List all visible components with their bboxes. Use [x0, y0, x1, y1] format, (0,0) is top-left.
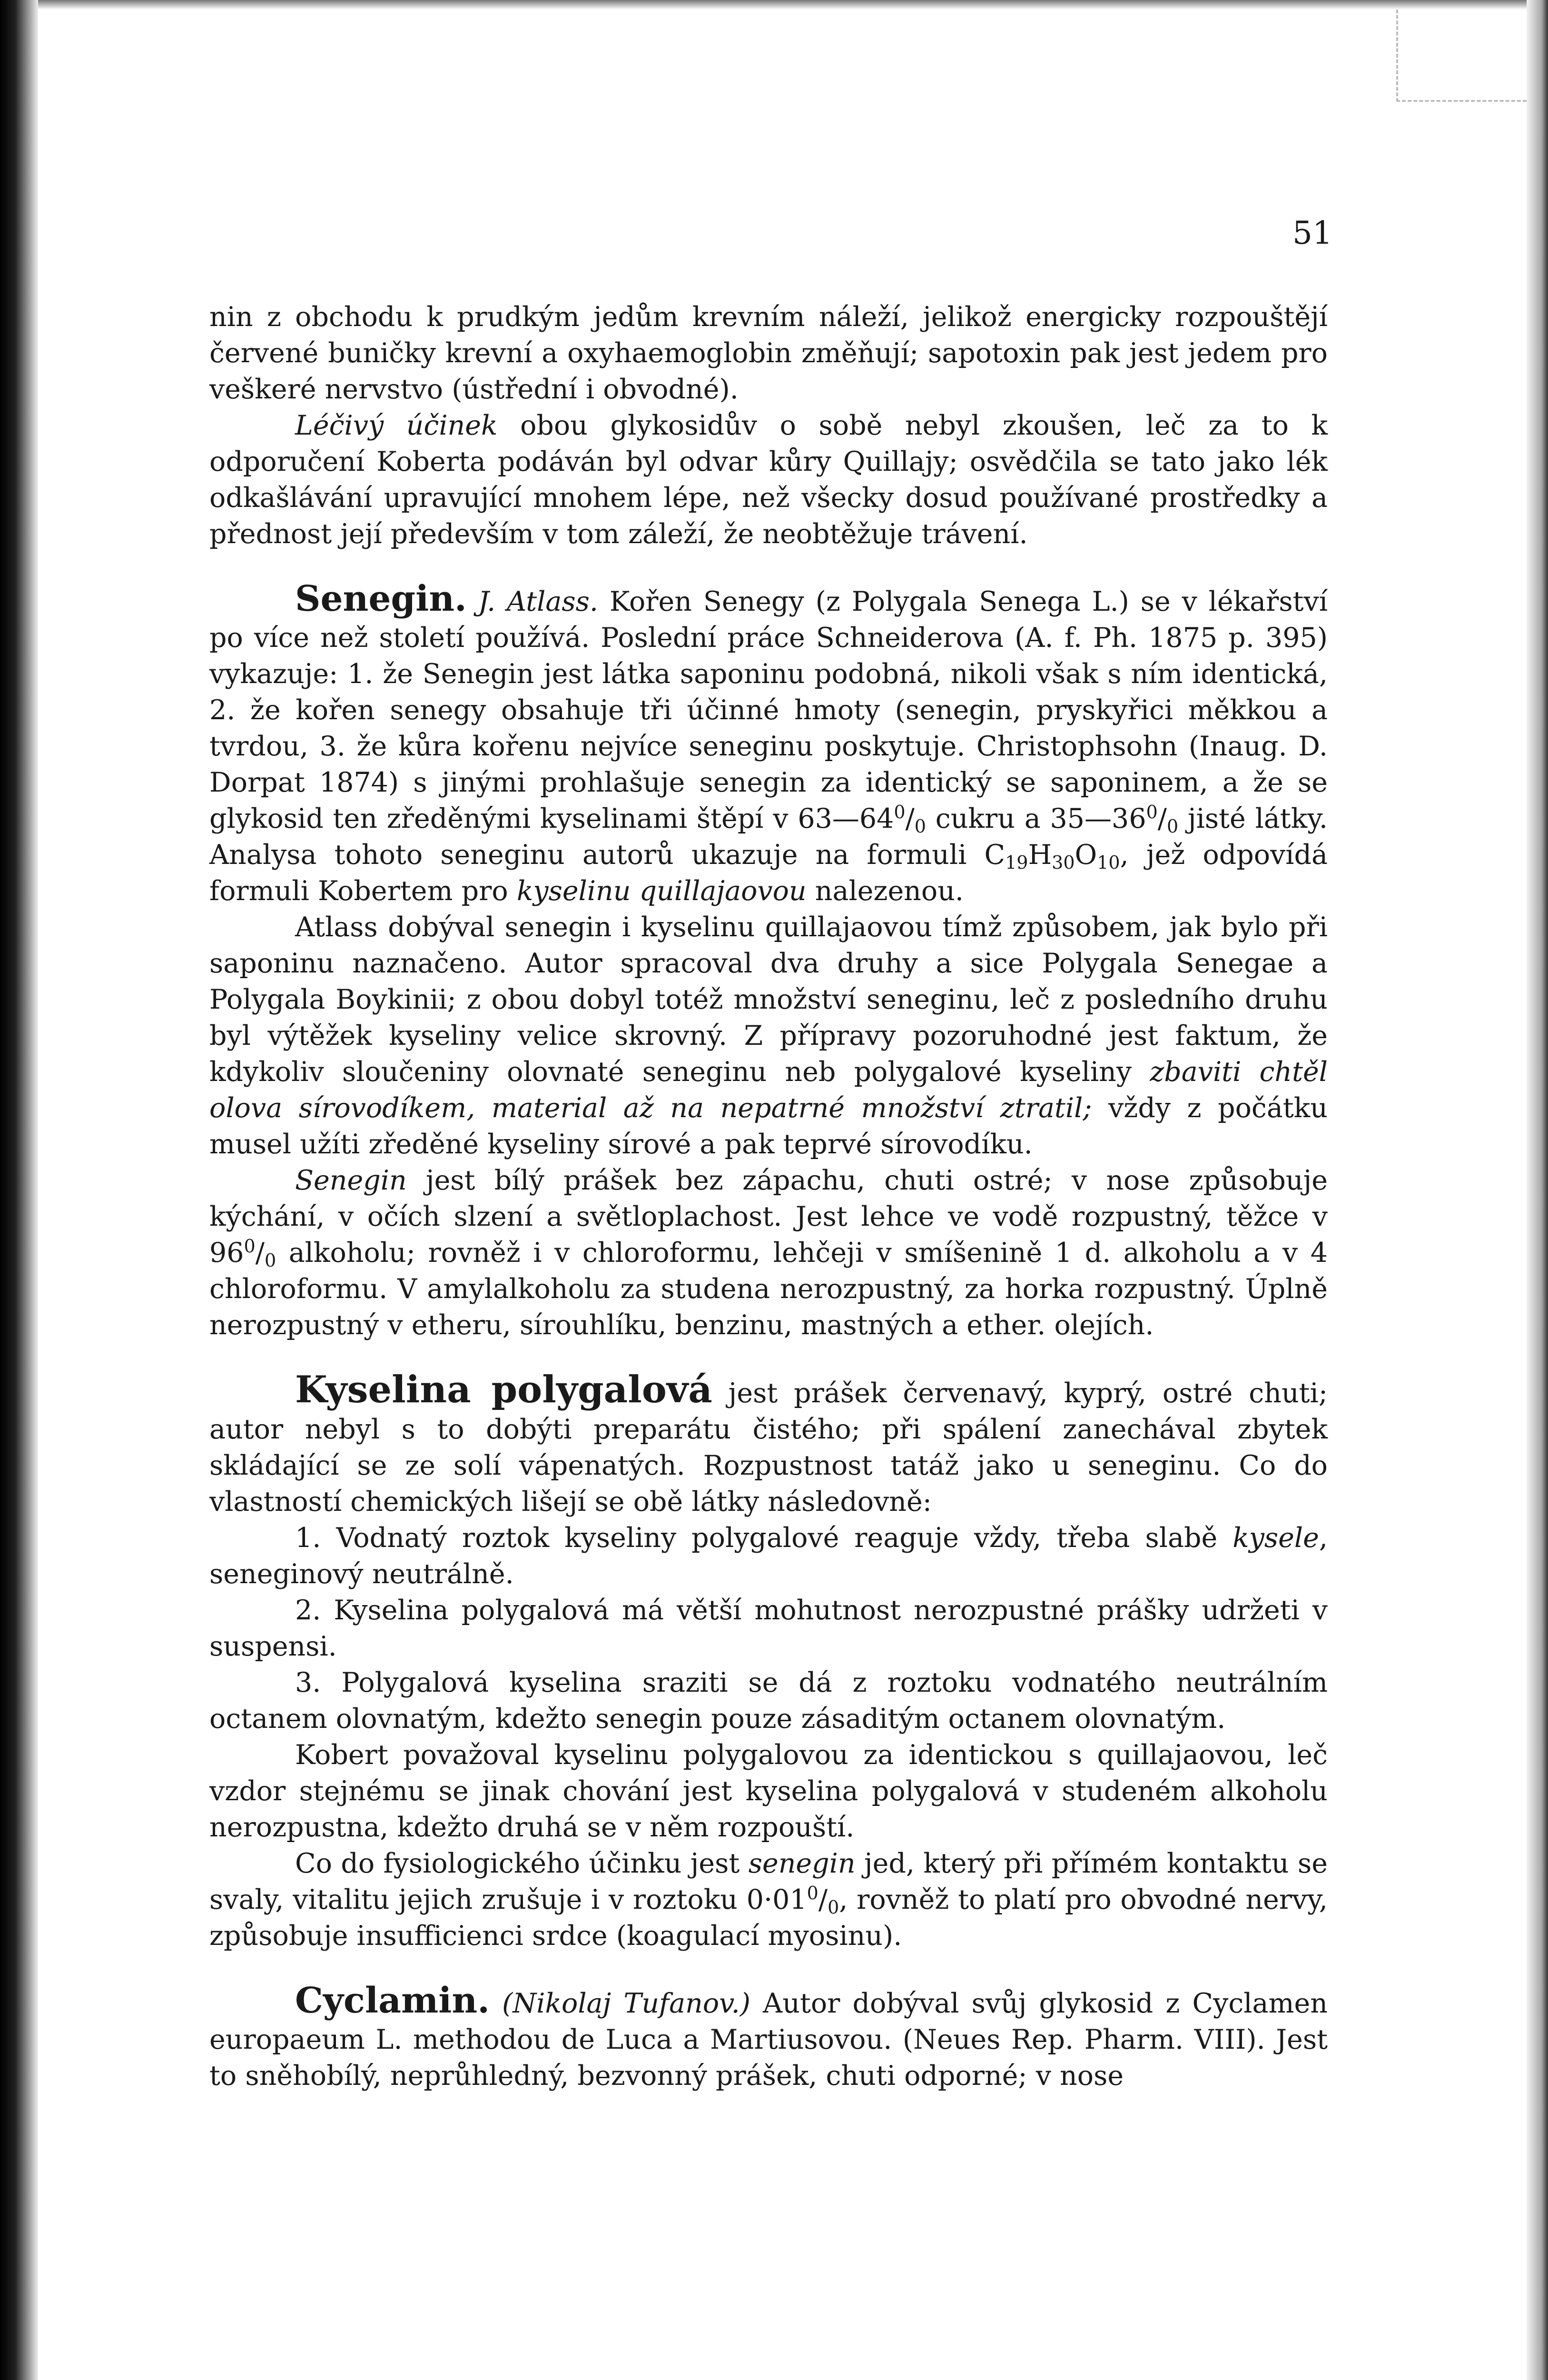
cyclamin-heading: Cyclamin.	[295, 1980, 490, 2021]
scan-edge-left	[0, 0, 38, 2380]
page-body	[209, 299, 1328, 2094]
paragraph-kobert: Kobert považoval kyselinu polygalovou za identickou s quillajaovou, leč vzdor stejnému se jinak chování jest kyselina polygalová v studeném alkoholu nerozpustna, kdežto druhá se v něm rozpouští.	[209, 1739, 1328, 1843]
paragraph-fysiologie: Co do fysiologického účinku jest senegin jed, který při přímém kontaktu se svaly, vitalitu jejich zrušuje i v roztoku $0\cdot 01^0/_0$, rovněž to platí pro obvodné nervy, způsobuje insufficienci srdce (koagulací myosinu).	[209, 1848, 1328, 1952]
paragraph-senegin-properties: Senegin jest bílý prášek bez zápachu, chuti ostré; v nose způsobuje kýchání, v očích slzení a světloplachost. Jest lehce ve vodě rozpustný, těžce v $96^0/_0$ alkoholu; rovněž i v chloroformu, lehčeji v smíšenině 1 d. alkoholu a v 4 chloroformu. V amylalkoholu za studena nerozpustný, za horka rozpustný. Úplně nerozpustný v etheru, sírouhlíku, benzinu, mastných a ether. olejích.	[209, 1165, 1328, 1341]
senegin-heading: Senegin.	[295, 578, 467, 619]
scan-edge-right	[1527, 0, 1548, 2380]
corner-mark	[1396, 10, 1527, 102]
section-cyclamin: Cyclamin. (Nikolaj Tufanov.) Autor dobýval svůj glykosid z Cyclamen europaeum L. methodou de Luca a Martiusovou. (Neues Rep. Pharm. VIII). Jest to sněhobílý, neprůhledný, bezvonný prášek, chuti odporné; v nose	[209, 1980, 1328, 2092]
section-kyselina-polygalova: Kyselina polygalová jest prášek červenavý, kyprý, ostré chuti; autor nebyl s to dobýti preparátu čistého; při spálení zanechával zbytek skládající se ze solí vápenatých. Rozpustnost tatáž jako u seneginu. Co do vlastností chemických lišejí se obě látky následovně:	[209, 1368, 1328, 1517]
senegin-author: J. Atlass.	[478, 586, 599, 617]
scan-edge-top	[38, 0, 1548, 10]
kyselina-heading: Kyselina polygalová	[295, 1368, 712, 1411]
page-number: 51	[1292, 215, 1332, 251]
list-item-3: 3. Polygalová kyselina sraziti se dá z roztoku vodnatého neutrálním octanem olovnatým, kdežto senegin pouze zásaditým octanem olovnatým.	[209, 1667, 1328, 1735]
paragraph-leciv-ucinek: Léčivý účinek obou glykosidův o sobě nebyl zkoušen, leč za to k odporučení Koberta podáván byl odvar kůry Quillajy; osvědčila se tato jako lék odkašlávání upravující mnohem lépe, než všecky dosud používané prostředky a přednost její především v tom záleží, že neobtěžuje trávení.	[209, 410, 1328, 550]
list-item-1: 1. Vodnatý roztok kyseliny polygalové reaguje vždy, třeba slabě kysele, seneginový neutrálně.	[209, 1522, 1328, 1590]
list-item-2: 2. Kyselina polygalová má větší mohutnost nerozpustné prášky udržeti v suspensi.	[209, 1595, 1328, 1662]
paragraph-intro: nin z obchodu k prudkým jedům krevním náleží, jelikož energicky rozpouštějí červené buničky krevní a oxyhaemoglobin změňují; sapotoxin pak jest jedem pro veškeré nervstvo (ústřední i obvodné).	[209, 301, 1328, 405]
section-senegin: Senegin. J. Atlass. Kořen Senegy (z Polygala Senega L.) se v lékařství po více než století používá. Poslední práce Schneiderova (A. f. Ph. 1875 p. 395) vykazuje: 1. že Senegin jest látka saponinu podobná, nikoli však s ním identická, 2. že kořen senegy obsahuje tři účinné hmoty (senegin, pryskyřici měkkou a tvrdou, 3. že kůra kořenu nejvíce seneginu poskytuje. Christophsohn (Inaug. D. Dorpat 1874) s jinými prohlašuje senegin za identický se saponinem, a že se glykosid ten zředěnými kyselinami štěpí v $63—64^0/_0$ cukru a $35—36^0/_0$ jisté látky. Analysa tohoto seneginu autorů ukazuje na formuli $C_{19}H_{30}O_{10}$, jež odpovídá formuli Kobertem pro kyselinu quillajaovou nalezenou.	[209, 578, 1328, 907]
paragraph-atlass: Atlass dobýval senegin i kyselinu quillajaovou tímž způsobem, jak bylo při saponinu naznačeno. Autor spracoval dva druhy a sice Polygala Senegae a Polygala Boykinii; z obou dobyl totéž množství seneginu, leč z posledního druhu byl výtěžek kyseliny velice skrovný. Z přípravy pozoruhodné jest faktum, že kdykoliv sloučeniny olovnaté seneginu neb polygalové kyseliny zbaviti chtěl olova sírovodíkem, material až na nepatrné množství ztratil; vždy z počátku musel užíti zředěné kyseliny sírové a pak teprvé sírovodíku.	[209, 912, 1328, 1160]
leciv-label: Léčivý účinek	[295, 410, 498, 441]
cyclamin-author: (Nikolaj Tufanov.)	[502, 1988, 750, 2019]
